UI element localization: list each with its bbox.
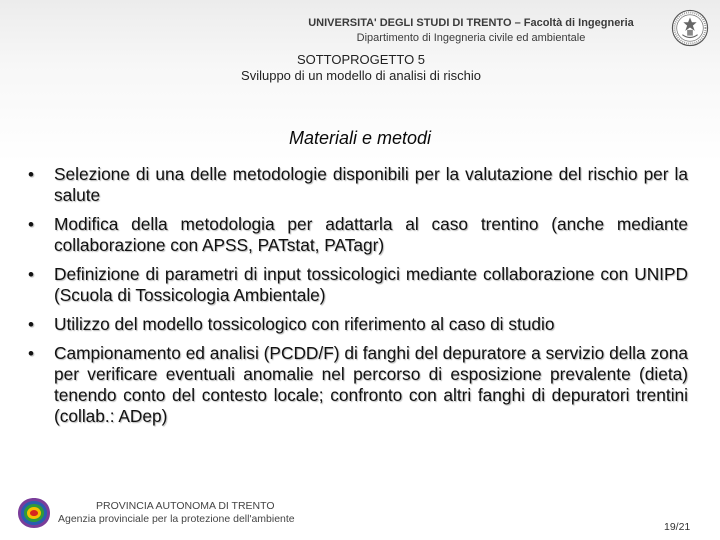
bullet-text: Definizione di parametri di input tossicologici mediante collaborazione con UNIPD (Scuola di Tossicologia Ambientale) bbox=[54, 264, 688, 305]
bullet-text: Campionamento ed analisi (PCDD/F) di fanghi del depuratore a servizio della zona per verificare eventuali anomalie nel percorso di esposizione prevalente (dieta) tenendo conto del contesto locale; confronto con altri fanghi di depuratori trentini (collab.: ADep) bbox=[54, 343, 688, 426]
page-number: 19/21 bbox=[664, 521, 691, 533]
university-seal-icon bbox=[671, 9, 709, 47]
footer bbox=[58, 500, 328, 526]
bullet-text: Selezione di una delle metodologie disponibili per la valutazione del rischio per la salute bbox=[54, 164, 688, 205]
subproject-block bbox=[200, 52, 522, 84]
bullet-item bbox=[28, 164, 688, 206]
department-name: Dipartimento di Ingegneria civile ed ambientale bbox=[356, 32, 586, 44]
section-title: Materiali e metodi bbox=[288, 128, 432, 148]
bullet-dot-icon: • bbox=[28, 165, 34, 184]
university-name: UNIVERSITA' DEGLI STUDI DI TRENTO – Facoltà di Ingegneria bbox=[308, 17, 634, 29]
bullet-list bbox=[28, 164, 688, 435]
bullet-item bbox=[28, 264, 688, 306]
bullet-item bbox=[28, 314, 688, 335]
bullet-dot-icon: • bbox=[28, 315, 34, 334]
bullet-dot-icon: • bbox=[28, 265, 34, 284]
bullet-item bbox=[28, 214, 688, 256]
bullet-dot-icon: • bbox=[28, 215, 34, 234]
footer-province: PROVINCIA AUTONOMA DI TRENTO bbox=[96, 500, 275, 512]
bullet-dot-icon: • bbox=[28, 344, 34, 363]
bullet-item bbox=[28, 343, 688, 427]
bullet-text: Utilizzo del modello tossicologico con riferimento al caso di studio bbox=[54, 314, 555, 334]
slide-header bbox=[280, 16, 662, 46]
appa-logo-icon bbox=[16, 496, 52, 530]
subproject-subtitle: Sviluppo di un modello di analisi di rischio bbox=[241, 68, 481, 83]
subproject-title: SOTTOPROGETTO 5 bbox=[296, 52, 426, 67]
footer-agency: Agenzia provinciale per la protezione dell'ambiente bbox=[58, 513, 295, 525]
bullet-text: Modifica della metodologia per adattarla al caso trentino (anche mediante collaborazione con APSS, PATstat, PATagr) bbox=[54, 214, 688, 255]
